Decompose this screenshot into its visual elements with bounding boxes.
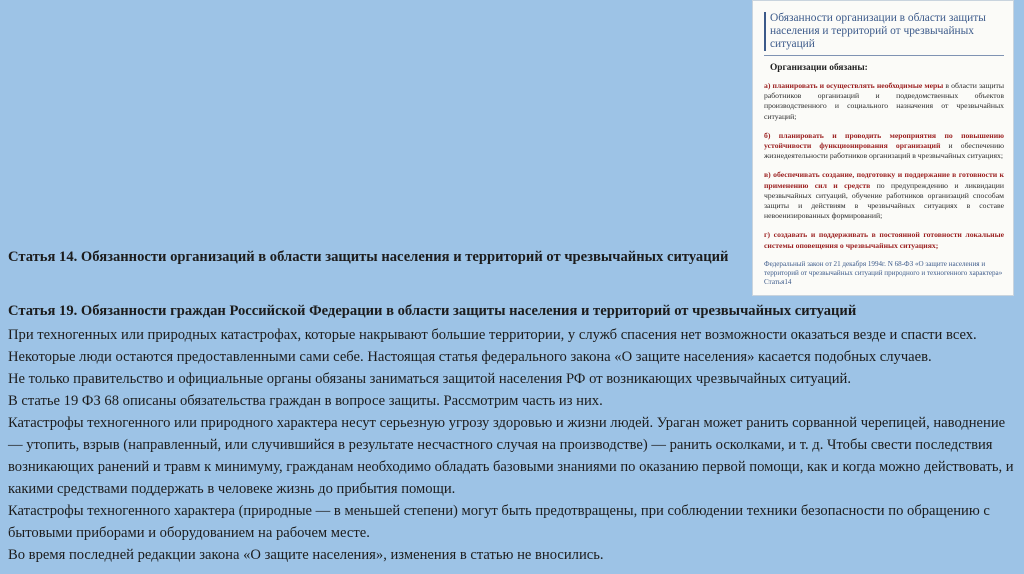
document-scan-item-text: и обеспечению жизнедеятельности работников организаций в чрезвычайных ситуациях;	[764, 141, 1004, 161]
body-paragraph: Не только правительство и официальные органы обязаны заниматься защитой населения РФ от возникающих чрезвычайных ситуаций.	[8, 371, 852, 387]
body-paragraph: Некоторые люди остаются предоставленными сами себе. Настоящая статья федерального закона «О защите населения» касается подобных случаев.	[8, 349, 932, 365]
document-scan-subtitle: Организации обязаны:	[770, 63, 868, 73]
document-scan-item	[764, 81, 1004, 122]
body-paragraph: Во время последней редакции закона «О защите населения», изменения в статью не вносились.	[8, 547, 604, 563]
document-scan-divider	[764, 55, 1004, 56]
body-paragraph: Катастрофы техногенного или природного характера несут серьезную угрозу здоровью и жизни людей. Ураган может ранить сорванной черепицей, наводнение — утопить, взрыв (направленный, или случившийся в результате несчастного случая на производстве) — ранить осколками, и т. д. Чтобы свести последствия возникающих ранений и травм к минимуму, гражданам необходимо обладать базовыми знаниями по оказанию первой помощи, как и когда можно действовать, и какими средствами поддержать в человеке жизнь до прибытия помощи.	[8, 415, 1014, 497]
document-scan-title: Обязанности организации в области защиты населения и территорий от чрезвычайных ситуаций	[764, 12, 1004, 51]
article-19-heading: Статья 19. Обязанности граждан Российской Федерации в области защиты населения и территорий от чрезвычайных ситуаций	[8, 303, 857, 319]
body-paragraph: Катастрофы техногенного характера (природные — в меньшей степени) могут быть предотвращены, при соблюдении техники безопасности по обращению с бытовыми приборами и оборудованием на рабочем месте.	[8, 503, 990, 541]
document-scan-image	[752, 0, 1014, 296]
document-scan-footer: Федеральный закон от 21 декабря 1994г. N 68-ФЗ «О защите населения и территорий от чрезвычайных ситуаций природного и техногенного характера» Статья14	[764, 259, 1003, 286]
body-paragraph: В статье 19 ФЗ 68 описаны обязательства граждан в вопросе защиты. Рассмотрим часть из них.	[8, 393, 603, 409]
document-scan-item	[764, 170, 1004, 221]
document-scan-item-text: в области защиты работников организаций и подведомственных объектов производственного и социального назначения от чрезвычайных ситуаций;	[764, 81, 1004, 121]
article-14-heading: Статья 14. Обязанности организаций в области защиты населения и территорий от чрезвычайных ситуаций	[8, 249, 729, 265]
document-scan-item-text: по предупреждению и ликвидации чрезвычайных ситуаций, обучение работников организаций способам защиты и действиям в чрезвычайных ситуациях в составе невоенизированных формирований;	[764, 180, 1004, 221]
document-scan-item-highlight: б) планировать и проводить мероприятия по повышению устойчивости функционирования организаций	[764, 130, 1004, 151]
document-scan-item	[764, 230, 1004, 250]
article-19-body	[8, 324, 1020, 566]
document-scan-item-highlight: г) создавать и поддерживать в постоянной готовности локальные системы оповещения о чрезвычайных ситуациях;	[764, 230, 1004, 250]
document-scan-item-highlight: в) обеспечивать создание, подготовку и поддержание в готовности к применению сил и средств	[764, 170, 1004, 190]
document-scan-item	[764, 131, 1004, 162]
document-scan-item-highlight: а) планировать и осуществлять необходимые меры	[764, 81, 944, 90]
body-paragraph: При техногенных или природных катастрофах, которые накрывают большие территории, у служб спасения нет возможности оказаться везде и спасти всех.	[8, 327, 977, 343]
